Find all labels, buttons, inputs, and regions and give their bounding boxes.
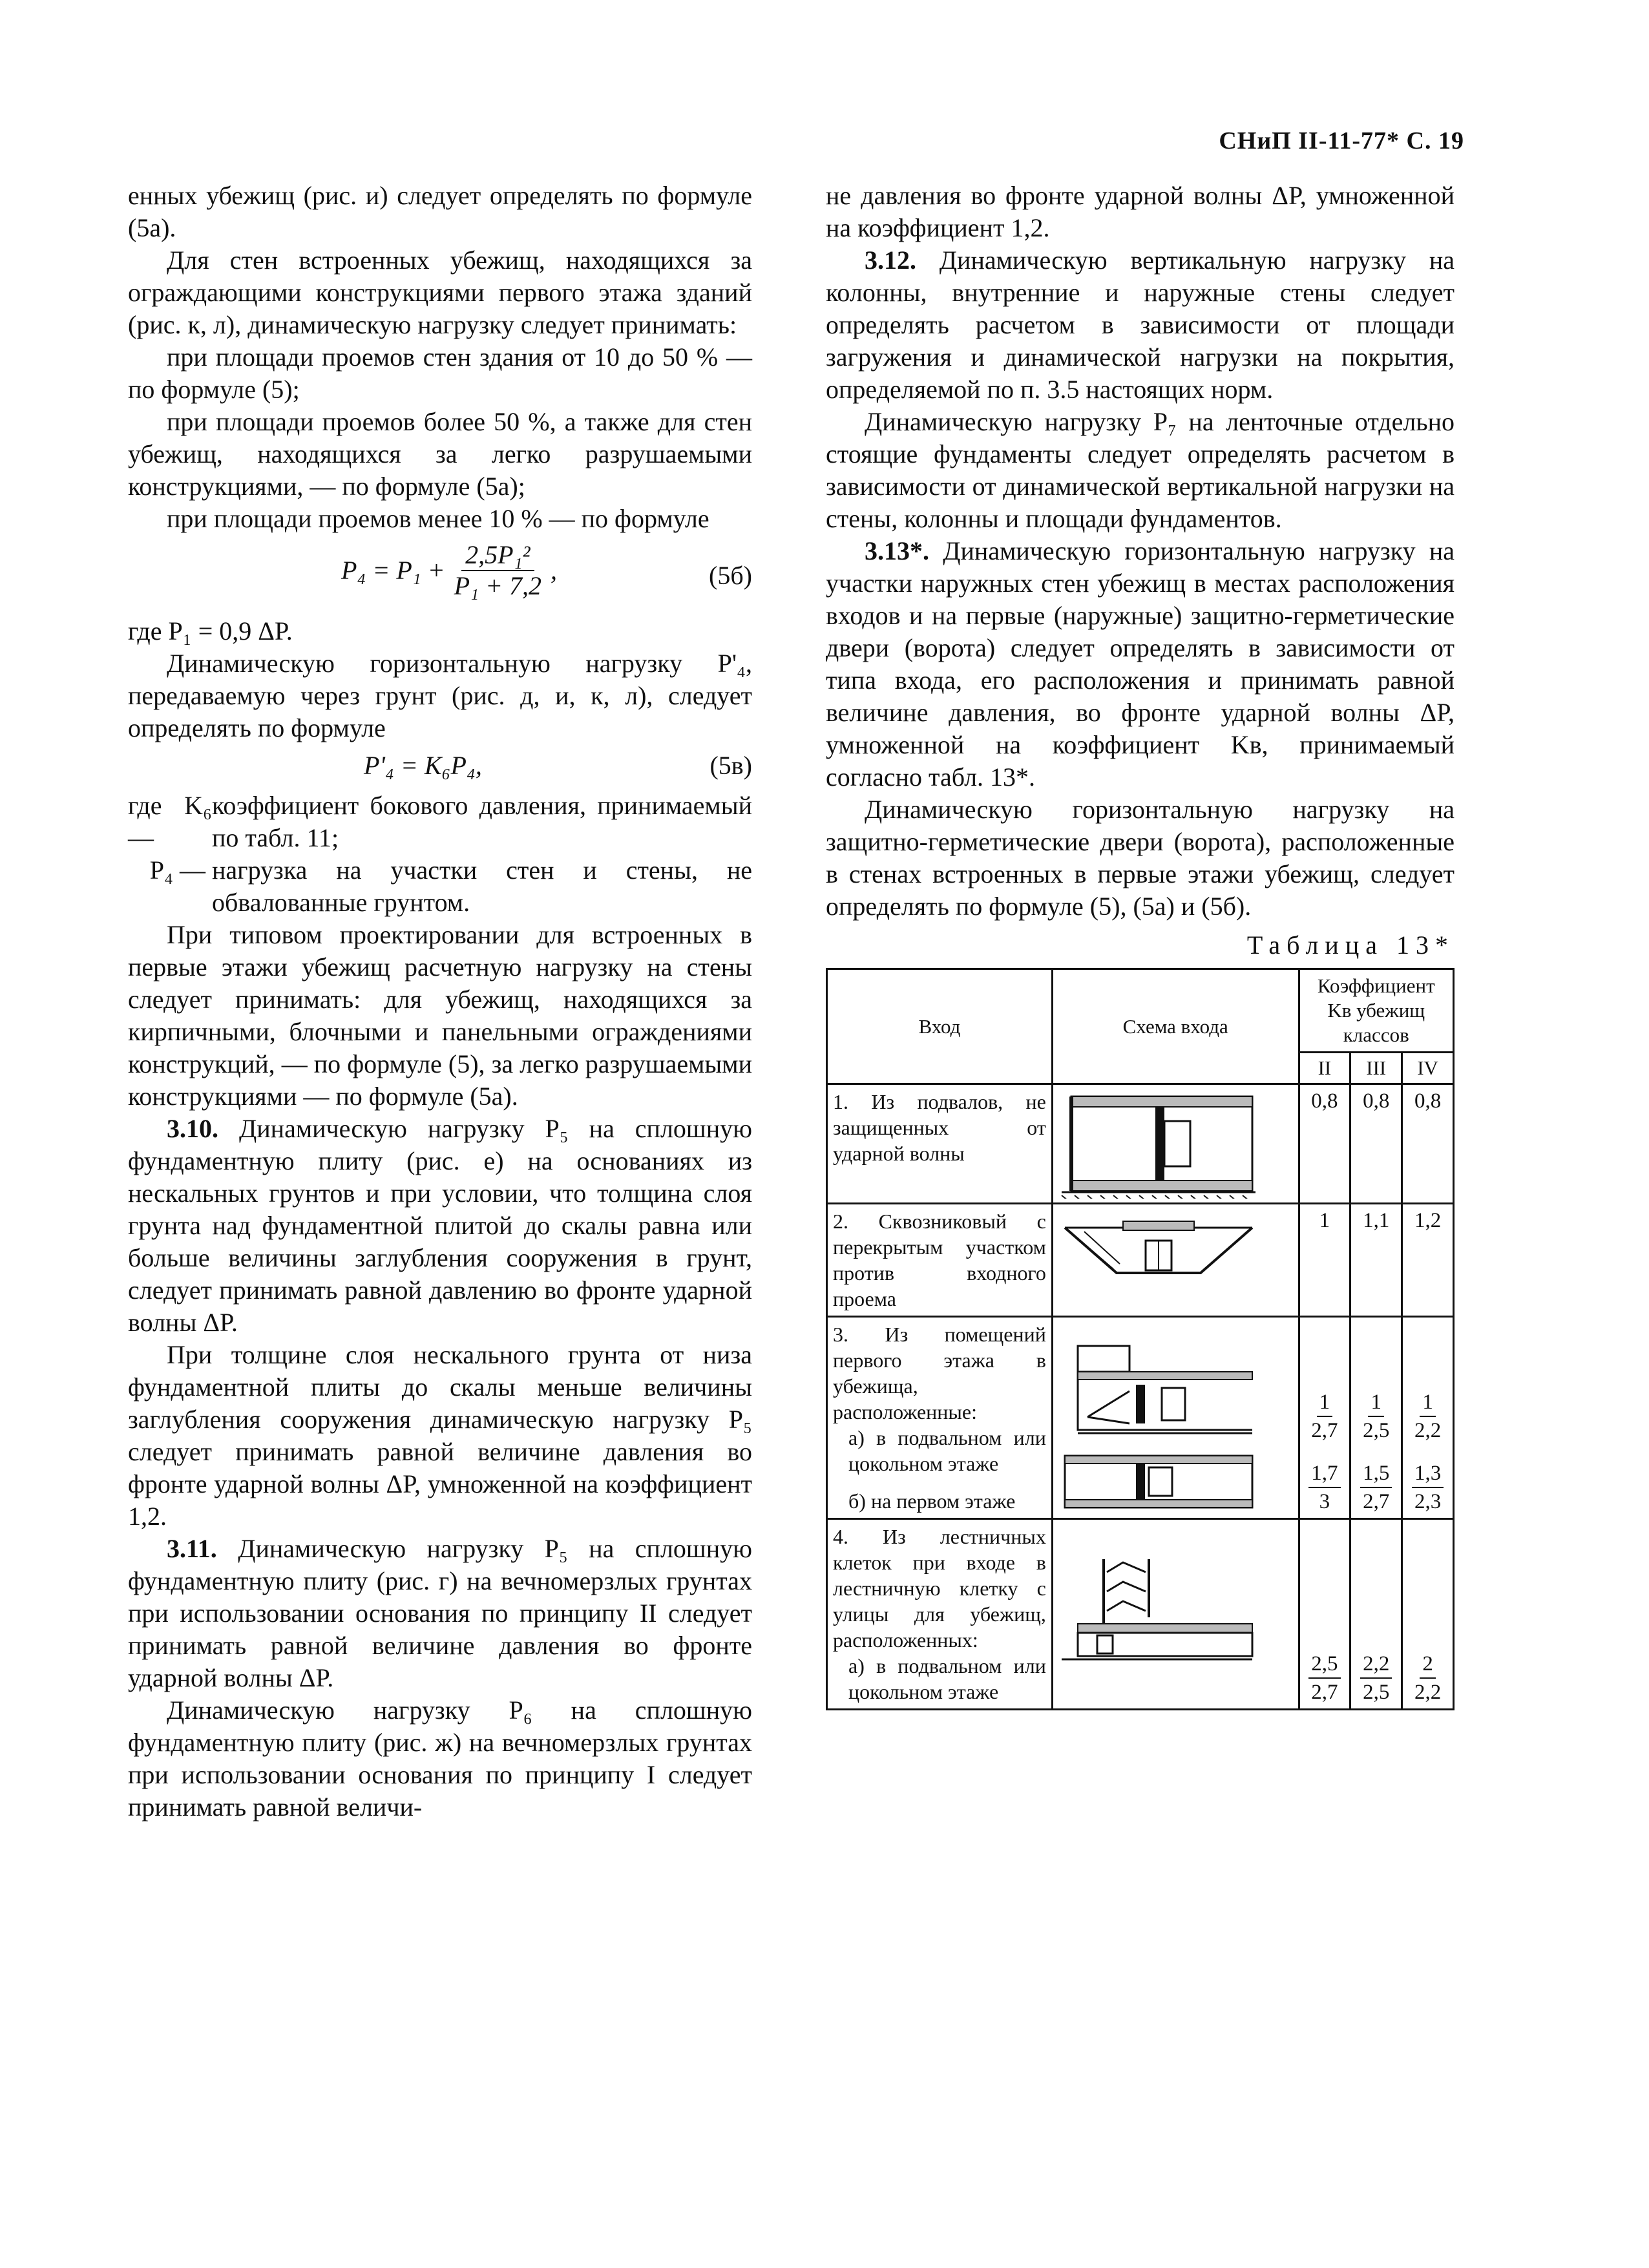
right-column bbox=[826, 180, 1455, 1710]
running-header: СНиП II-11-77* С. 19 bbox=[1219, 127, 1464, 154]
coef-cell: 0,8 bbox=[1350, 1084, 1402, 1204]
table-caption: Таблица 13* bbox=[1246, 930, 1455, 960]
table-row bbox=[827, 1084, 1454, 1204]
sub-entry-label: б) на первом этаже bbox=[848, 1489, 1016, 1513]
paragraph: При типовом проектировании для встроенных в первые этажи убежищ расчетную нагрузку на стены следует принимать: для убежищ, находящихся за кирпичными, блочными и панельными ограждениями конструкций, — по формуле (5), за легко разрушаемыми конструкциями — по формуле (5а). bbox=[128, 920, 752, 1111]
fraction-numerator: 2,5P₁² bbox=[461, 540, 534, 571]
where-text: нагрузка на участки стен и стены, не обвалованные грунтом. bbox=[212, 856, 752, 917]
class-header: IV bbox=[1402, 1053, 1454, 1084]
paragraph: при площади проемов более 50 %, а также для стен убежищ, находящихся за легко разрушаемыми конструкциями, — по формуле (5а); bbox=[128, 407, 752, 501]
clause-number: 3.11. bbox=[167, 1534, 217, 1563]
formula-expr: P'₄ = K₆P₄, bbox=[364, 751, 482, 780]
left-column bbox=[128, 180, 752, 1823]
paragraph: при площади проемов стен здания от 10 до 50 % — по формуле (5); bbox=[128, 342, 752, 404]
where-text: коэффициент бокового давления, принимаемый по табл. 11; bbox=[212, 791, 752, 852]
where-symbol: P₄ — bbox=[149, 856, 205, 885]
coef-fraction: $\frac{1}{2,5}$ bbox=[1363, 1389, 1389, 1444]
paragraph: Динамическую нагрузку P₆ на сплошную фундаментную плиту (рис. ж) на вечномерзлых грунтах при использовании основания по принципу I следует принимать равной величи- bbox=[128, 1696, 752, 1822]
paragraph: при площади проемов менее 10 % — по формуле bbox=[167, 504, 709, 533]
paragraph: не давления во фронте ударной волны ΔP, умноженной на коэффициент 1,2. bbox=[826, 181, 1455, 242]
clause-number: 3.10. bbox=[167, 1114, 218, 1143]
table-row bbox=[827, 1204, 1454, 1317]
clause-number: 3.13*. bbox=[865, 536, 929, 565]
sub-entry-label: а) в подвальном или цокольном этаже bbox=[848, 1426, 1046, 1475]
scheme-drawing bbox=[1058, 1089, 1259, 1199]
coef-cell: 1 bbox=[1299, 1204, 1350, 1317]
entry-scheme bbox=[1052, 1519, 1299, 1710]
where-list bbox=[128, 790, 752, 919]
paragraph: 3.13*. Динамическую горизонтальную нагрузку на участки наружных стен убежищ в местах расположения входов и на первые (наружные) защитно-герметические двери (ворота) следует определять в зависимости от типа входа, его расположения и принимать равной величине давления, во фронте ударной волны ΔP, умноженной на коэффициент Kв, принимаемый согласно табл. 13*. bbox=[826, 536, 1455, 792]
table-header-row bbox=[827, 969, 1454, 1053]
entry-label: 2. Сквозниковый с перекрытым участком против входного проема bbox=[827, 1204, 1053, 1317]
formula-5v bbox=[128, 750, 752, 786]
table-row bbox=[827, 1519, 1454, 1710]
coef-cell: 1,2 bbox=[1402, 1204, 1454, 1317]
entry-scheme bbox=[1052, 1204, 1299, 1317]
sub-entry-label: а) в подвальном или цокольном этаже bbox=[848, 1654, 1046, 1703]
coef-cell: 1,1 bbox=[1350, 1204, 1402, 1317]
paragraph: Динамическую горизонтальную нагрузку P'₄, передаваемую через грунт (рис. д, и, к, л), следует определять по формуле bbox=[128, 649, 752, 742]
table-row bbox=[827, 1317, 1454, 1519]
formula-tail: , bbox=[551, 556, 558, 585]
paragraph: 3.12. Динамическую вертикальную нагрузку на колонны, внутренние и наружные стены следует определять расчетом в зависимости от площади загружения и динамической нагрузки на покрытия, определяемой по п. 3.5 настоящих норм. bbox=[826, 246, 1455, 404]
paragraph: При толщине слоя нескального грунта от низа фундаментной плиты до скалы меньше величины заглубления сооружения динамическую нагрузку P₅ следует принимать равной величине давления во фронте ударной волны ΔP, умноженной на коэффициент 1,2. bbox=[128, 1340, 752, 1531]
header-coefficient: Коэффициент Kв убежищ классов bbox=[1299, 969, 1454, 1053]
clause-number: 3.12. bbox=[865, 246, 916, 275]
coef-fraction: $\frac{1}{2,7}$ bbox=[1311, 1389, 1338, 1444]
formula-lhs: P₄ = P₁ + bbox=[341, 556, 445, 585]
paragraph: 3.10. Динамическую нагрузку P₅ на сплошную фундаментную плиту (рис. е) на основаниях из нескальных грунтов и при условии, что толщина слоя грунта над фундаментной плитой до скалы равна или больше величины заглубления сооружения в грунт, следует принимать равной давлению во фронте ударной волны ΔP. bbox=[128, 1114, 753, 1337]
paragraph: 3.11. Динамическую нагрузку P₅ на сплошную фундаментную плиту (рис. г) на вечномерзлых грунтах при использовании основания по принципу II следует принимать равной величине давления во фронте ударной волны ΔP. bbox=[128, 1534, 753, 1692]
scheme-drawing bbox=[1058, 1327, 1259, 1514]
paragraph: где P₁ = 0,9 ΔP. bbox=[128, 616, 293, 646]
entry-label: 3. Из помещений первого этажа в убежища, расположенные: а) в подвальном или цокольном этаже б) на первом этаже bbox=[827, 1317, 1053, 1519]
scheme-drawing bbox=[1058, 1208, 1259, 1305]
coef-fraction: $\frac{2,2}{2,5}$ bbox=[1360, 1650, 1392, 1706]
class-header: III bbox=[1350, 1053, 1402, 1084]
formula-fraction bbox=[450, 540, 545, 601]
coef-fraction: $\frac{2}{2,2}$ bbox=[1414, 1650, 1441, 1706]
coef-fraction: $\frac{1,3}{2,3}$ bbox=[1412, 1460, 1444, 1515]
header-entry: Вход bbox=[827, 969, 1053, 1084]
fraction-denominator: P₁ + 7,2 bbox=[454, 571, 542, 600]
coef-fraction: $\frac{1,5}{2,7}$ bbox=[1360, 1460, 1392, 1515]
where-symbol: где K₆ — bbox=[128, 791, 212, 852]
coef-cell: 0,8 bbox=[1402, 1084, 1454, 1204]
coef-cell: 0,8 bbox=[1299, 1084, 1350, 1204]
formula-label: (5в) bbox=[709, 751, 752, 780]
entry-scheme bbox=[1052, 1317, 1299, 1519]
class-header: II bbox=[1299, 1053, 1350, 1084]
paragraph: Динамическую нагрузку P₇ на ленточные отдельно стоящие фундаменты следует определять расчетом в зависимости от динамической вертикальной нагрузки на стены, колонны и площади фундаментов. bbox=[826, 407, 1455, 533]
formula-5b bbox=[128, 540, 752, 611]
entry-label: 4. Из лестничных клеток при входе в лестничную клетку с улицы для убежищ, расположенных: а) в подвальном или цокольном этаже bbox=[827, 1519, 1053, 1710]
paragraph: Для стен встроенных убежищ, находящихся за ограждающими конструкциями первого этажа зданий (рис. к, л), динамическую нагрузку следует принимать: bbox=[128, 246, 752, 339]
scheme-drawing bbox=[1058, 1553, 1259, 1675]
header-scheme: Схема входа bbox=[1052, 969, 1299, 1084]
paragraph: енных убежищ (рис. и) следует определять по формуле (5а). bbox=[128, 181, 752, 242]
table-13 bbox=[826, 968, 1455, 1710]
coef-fraction: $\frac{2,5}{2,7}$ bbox=[1308, 1650, 1340, 1706]
coef-fraction: $\frac{1}{2,2}$ bbox=[1414, 1389, 1441, 1444]
paragraph: Динамическую горизонтальную нагрузку на защитно-герметические двери (ворота), расположенные в стенах встроенных в первые этажи убежищ, следует определять по формуле (5), (5а) и (5б). bbox=[826, 795, 1455, 921]
entry-scheme bbox=[1052, 1084, 1299, 1204]
entry-label: 1. Из подвалов, не защищенных от ударной волны bbox=[827, 1084, 1053, 1204]
coef-fraction: $\frac{1,7}{3}$ bbox=[1308, 1460, 1340, 1515]
formula-label: (5б) bbox=[709, 561, 752, 590]
